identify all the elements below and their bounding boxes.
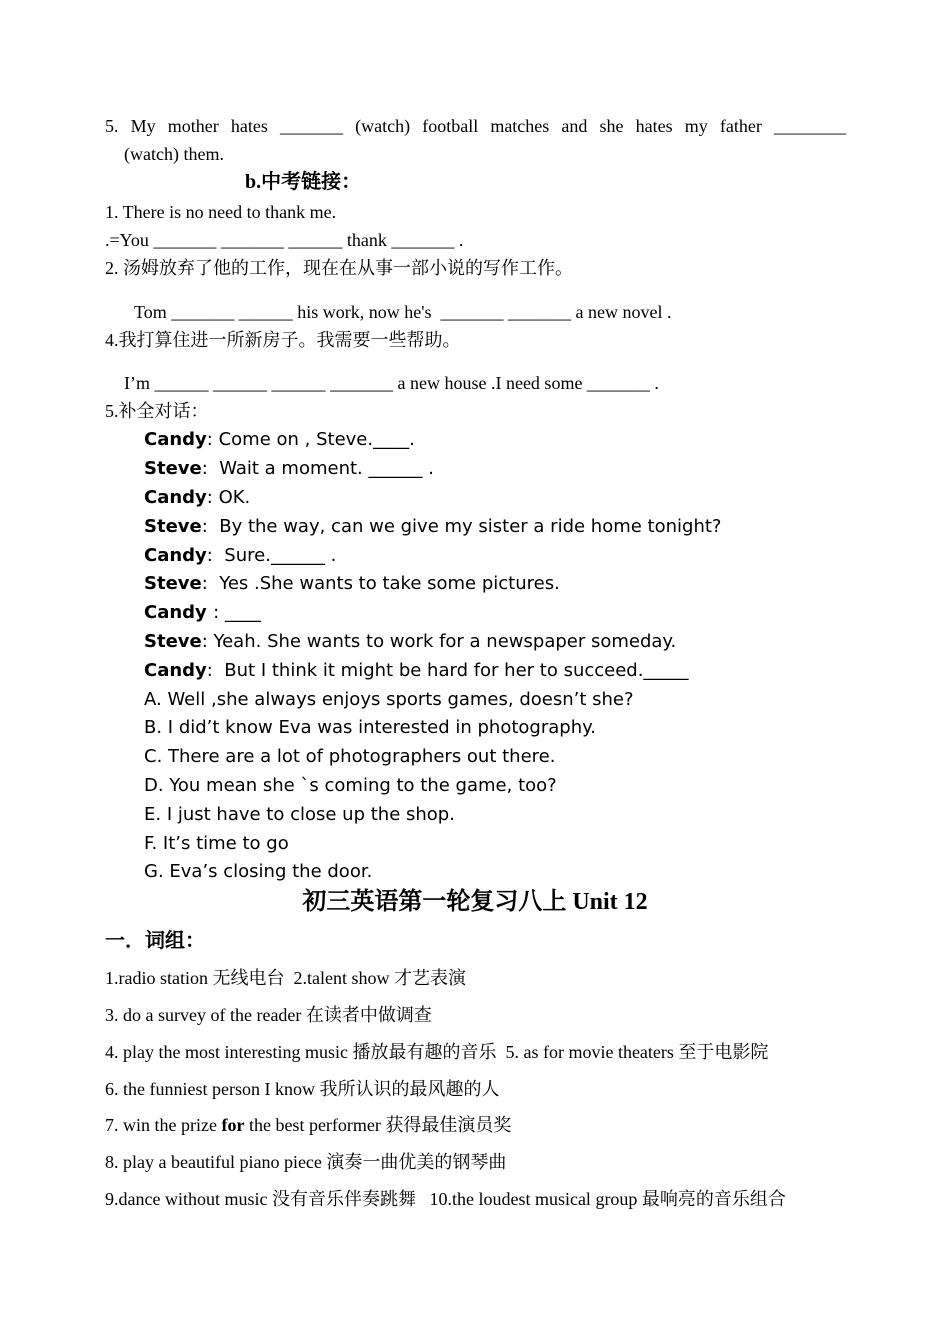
dialogue-line <box>144 457 434 481</box>
dialogue-text: : Wait a moment. ______ . <box>201 458 434 479</box>
b-question-1: 1. There is no need to thank me. <box>105 202 337 222</box>
b-question-2: 2. 汤姆放弃了他的工作，现在在从事一部小说的写作工作。 <box>105 258 573 278</box>
dialogue-text: : Sure.______ . <box>206 545 337 566</box>
phrase-line <box>105 1113 511 1137</box>
phrase-text: the best performer 获得最佳演员奖 <box>244 1115 512 1135</box>
dialogue-text: : By the way, can we give my sister a ride home tonight? <box>201 516 722 537</box>
b-question-5: 5.补全对话： <box>105 401 209 421</box>
phrase-line: 9.dance without music 没有音乐伴奏跳舞 10.the loudest musical group 最响亮的音乐组合 <box>105 1189 786 1209</box>
phrases-heading: 一．词组： <box>105 930 205 952</box>
phrase-line: 6. the funniest person I know 我所认识的最风趣的人 <box>105 1079 500 1099</box>
dialogue-speaker: Candy <box>144 660 207 681</box>
dialogue-speaker: Candy <box>144 429 207 450</box>
dialogue-speaker: Candy <box>144 545 207 566</box>
dialogue-speaker: Steve <box>144 458 202 479</box>
b-question-2-blank: Tom _______ ______ his work, now he's _______ _______ a new novel . <box>134 302 672 322</box>
dialogue-line <box>144 659 688 683</box>
exercise-q5-line2: (watch) them. <box>124 144 224 164</box>
dialogue-line <box>144 572 560 596</box>
phrase-line: 4. play the most interesting music 播放最有趣的音乐 5. as for movie theaters 至于电影院 <box>105 1042 769 1062</box>
dialogue-line <box>144 601 261 625</box>
dialogue-line <box>144 486 250 510</box>
dialogue-line <box>144 630 676 654</box>
phrase-line: 1.radio station 无线电台 2.talent show 才艺表演 <box>105 968 466 988</box>
b-question-4-blank: I’m ______ ______ ______ _______ a new house .I need some _______ . <box>124 373 659 393</box>
phrase-text: 7. win the prize <box>105 1115 222 1135</box>
option-c: C. There are a lot of photographers out there. <box>144 746 556 767</box>
dialogue-text: : But I think it might be hard for her to succeed._____ <box>206 660 689 681</box>
dialogue-speaker: Steve <box>144 631 202 652</box>
dialogue-line <box>144 515 721 539</box>
option-a: A. Well ,she always enjoys sports games, doesn’t she? <box>144 689 634 710</box>
dialogue-text: : Come on , Steve.____. <box>206 429 415 450</box>
dialogue-speaker: Steve <box>144 516 202 537</box>
unit-title: 初三英语第一轮复习八上 Unit 12 <box>302 889 648 915</box>
dialogue-speaker: Candy <box>144 487 207 508</box>
dialogue-text: : Yes .She wants to take some pictures. <box>201 573 560 594</box>
dialogue-speaker: Steve <box>144 573 202 594</box>
dialogue-line <box>144 428 415 452</box>
option-b: B. I did’t know Eva was interested in photography. <box>144 717 596 738</box>
dialogue-text: : OK. <box>206 487 251 508</box>
option-d: D. You mean she `s coming to the game, too? <box>144 775 557 796</box>
phrase-bold-word: for <box>221 1115 245 1135</box>
option-g: G. Eva’s closing the door. <box>144 861 373 882</box>
section-b-heading: b.中考链接： <box>245 171 362 193</box>
phrase-line: 8. play a beautiful piano piece 演奏一曲优美的钢琴曲 <box>105 1152 507 1172</box>
dialogue-text: : Yeah. She wants to work for a newspaper someday. <box>201 631 677 652</box>
dialogue-line <box>144 544 336 568</box>
exercise-q5-line1: 5. My mother hates _______ (watch) football matches and she hates my father ________ <box>105 116 846 136</box>
option-e: E. I just have to close up the shop. <box>144 804 455 825</box>
phrase-line: 3. do a survey of the reader 在读者中做调查 <box>105 1005 432 1025</box>
b-question-4: 4.我打算住进一所新房子。我需要一些帮助。 <box>105 330 461 350</box>
dialogue-text: : ____ <box>213 602 261 623</box>
dialogue-speaker: Candy <box>144 602 214 623</box>
b-question-1-blank: .=You _______ _______ ______ thank _______ . <box>105 230 464 250</box>
option-f: F. It’s time to go <box>144 833 289 854</box>
